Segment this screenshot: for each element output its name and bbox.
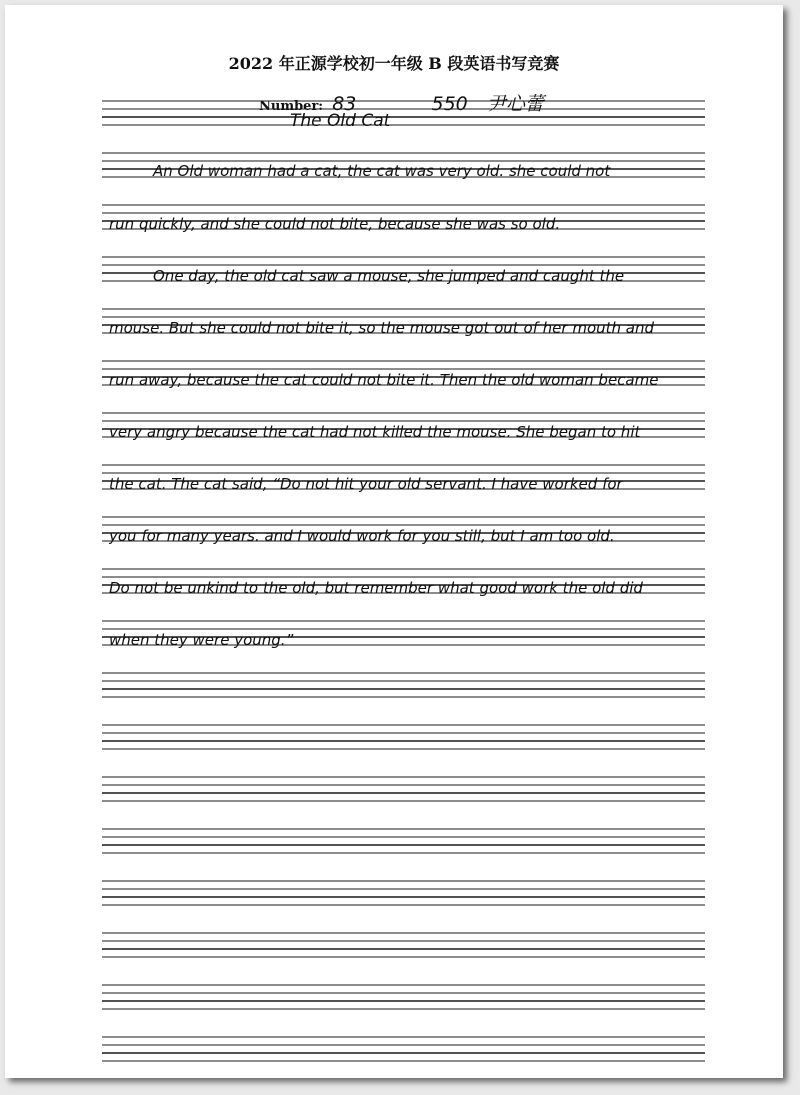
- contestant-code: 550: [431, 93, 468, 115]
- contestant-name: 尹心蕾: [486, 93, 544, 115]
- essay-line: run away, because the cat could not bite it. Then the old woman became: [109, 371, 659, 389]
- sheet-title: 2022 年正源学校初一年级 B 段英语书写竞赛: [228, 54, 560, 73]
- number-value: 83: [332, 93, 357, 115]
- essay-line: Do not be unkind to the old, but remember what good work the old did: [109, 579, 643, 597]
- essay-line: very angry because the cat had not killed the mouse. She began to hit: [109, 423, 641, 441]
- essay-line: the cat. The cat said, “Do not hit your old servant. I have worked for: [109, 475, 623, 493]
- essay-line: mouse. But she could not bite it, so the mouse got out of her mouth and: [109, 319, 655, 337]
- essay-line: when they were young.”: [109, 631, 294, 649]
- essay-line: you for many years. and I would work for you still, but I am too old.: [109, 527, 615, 545]
- essay-line: run quickly, and she could not bite, because she was so old.: [109, 215, 561, 233]
- essay-line: An Old woman had a cat, the cat was very old. she could not: [153, 162, 611, 180]
- essay-title: The Old Cat: [290, 111, 391, 131]
- essay-line: One day, the old cat saw a mouse, she jumped and caught the: [153, 267, 625, 285]
- competition-sheet: [5, 5, 783, 1078]
- number-label: Number:: [259, 99, 324, 114]
